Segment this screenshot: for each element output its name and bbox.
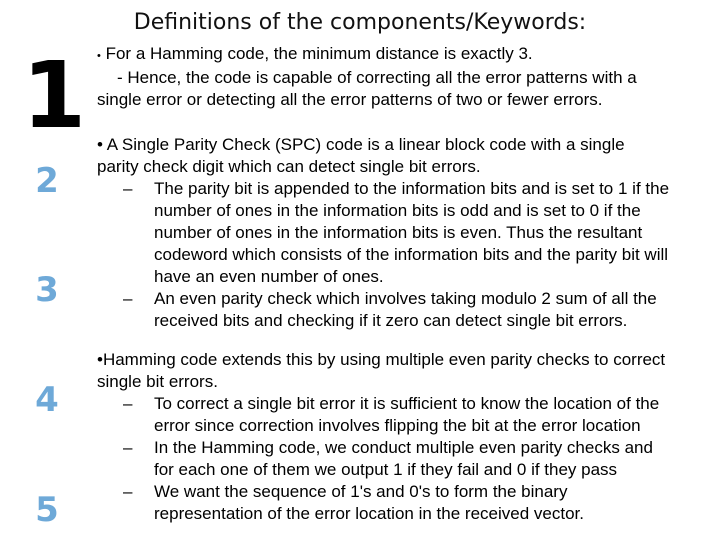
text-line: - Hence, the code is capable of correcting all the error patterns with a <box>117 68 637 87</box>
text-line: error since correction involves flipping the bit at the error location <box>154 416 641 435</box>
bullet-icon: • <box>97 350 103 369</box>
dash-icon: – <box>123 438 133 457</box>
bullet-icon: • <box>97 135 103 154</box>
text-block-2 <box>97 134 709 332</box>
text-line: single bit errors. <box>97 372 218 391</box>
text-block-3 <box>97 349 709 525</box>
dash-icon: – <box>123 482 133 501</box>
step-number-3: 3 <box>35 270 59 310</box>
text-line: – The parity bit is appended to the information bits and is set to 1 if the <box>123 179 670 198</box>
text-line: – An even parity check which involves taking modulo 2 sum of all the <box>123 289 657 308</box>
dash-icon: – <box>123 289 133 308</box>
text-block-1 <box>97 43 709 111</box>
step-number-2: 2 <box>35 161 59 201</box>
step-number-1: 1 <box>22 42 87 149</box>
dash-icon: – <box>123 394 133 413</box>
bullet-icon: • <box>97 50 101 62</box>
text-line: number of ones in the information bits is even. Thus the resultant <box>154 223 643 242</box>
text-line: parity check digit which can detect single bit errors. <box>97 157 481 176</box>
slide-title: Definitions of the components/Keywords: <box>133 10 587 35</box>
text-line: received bits and checking if it zero can detect single bit errors. <box>154 311 628 330</box>
text-line: codeword which consists of the information bits and the parity bit will <box>154 245 669 264</box>
dash-icon: – <box>123 179 133 198</box>
text-line: for each one of them we output 1 if they fail and 0 if they pass <box>154 460 618 479</box>
text-line: – We want the sequence of 1's and 0's to form the binary <box>123 482 568 501</box>
text-line: – In the Hamming code, we conduct multiple even parity checks and <box>123 438 653 457</box>
text-line: number of ones in the information bits is odd and is set to 0 if the <box>154 201 641 220</box>
text-line: representation of the error location in the received vector. <box>154 504 584 523</box>
text-line: •Hamming code extends this by using multiple even parity checks to correct <box>97 350 666 369</box>
step-number-4: 4 <box>35 380 59 420</box>
text-line: • A Single Parity Check (SPC) code is a linear block code with a single <box>97 135 625 154</box>
text-line: have an even number of ones. <box>154 267 384 286</box>
text-line: • For a Hamming code, the minimum distance is exactly 3. <box>97 44 533 63</box>
step-number-5: 5 <box>35 490 59 530</box>
text-line: – To correct a single bit error it is sufficient to know the location of the <box>123 394 660 413</box>
text-line: single error or detecting all the error patterns of two or fewer errors. <box>97 90 603 109</box>
